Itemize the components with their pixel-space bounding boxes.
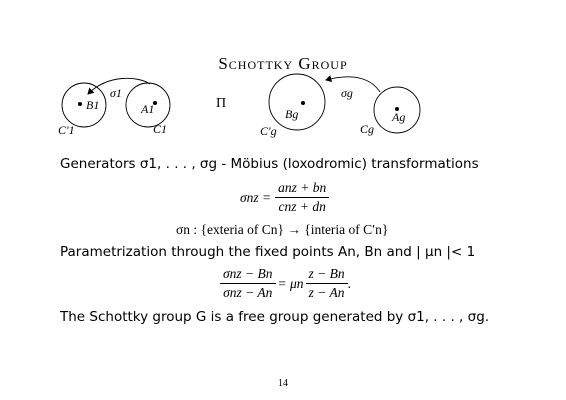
circle-cg-prime [269,74,325,130]
equation-map: σn : {exteria of Cn} → {interia of C′n} [176,222,389,237]
label-c1-prime: C′1 [58,123,75,137]
label-ag: Ag [392,110,406,124]
label-cg: Cg [360,122,375,136]
label-bg: Bg [285,107,299,121]
equation-sigma-numerator: anz + bn [275,180,329,198]
equation-sigma [240,180,329,215]
label-sigma1: σ1 [110,86,122,100]
label-pi: Π [216,96,227,111]
cross-left-denominator: σnz − An [223,285,273,300]
label-b1: B1 [86,98,100,112]
label-c1: C1 [153,122,168,136]
cross-left-numerator: σnz − Bn [220,266,276,284]
equation-sigma-denominator: cnz + dn [278,199,326,214]
schottky-diagram [0,0,566,160]
label-sigmag: σg [341,86,353,100]
label-a1: A1 [141,102,155,116]
circle-c1-prime [62,83,106,127]
slide-title: Schottky Group [218,54,348,73]
equation-sigma-fraction [275,180,329,215]
equation-sigma-lhs: σnz = [240,189,272,205]
cross-left-fraction [220,266,276,301]
cross-right-numerator: z − Bn [306,266,348,284]
label-cg-prime: C′g [260,124,277,138]
cross-equals-mu: = μn [277,275,304,291]
point-b1 [78,102,82,106]
arrow-sigmag [326,77,380,92]
generators-line: Generators σ1, . . . , σg - Möbius (loxodromic) transformations [60,156,479,172]
point-bg [301,101,305,105]
equation-cross-ratio [220,266,351,301]
parametrization-line: Parametrization through the fixed points An, Bn and | μn |< 1 [60,244,476,260]
cross-right-denominator: z − An [308,285,345,300]
cross-right-fraction [306,266,348,301]
conclusion-line: The Schottky group G is a free group generated by σ1, . . . , σg. [60,309,490,325]
cross-period: . [347,275,352,291]
page-number: 14 [278,378,288,389]
